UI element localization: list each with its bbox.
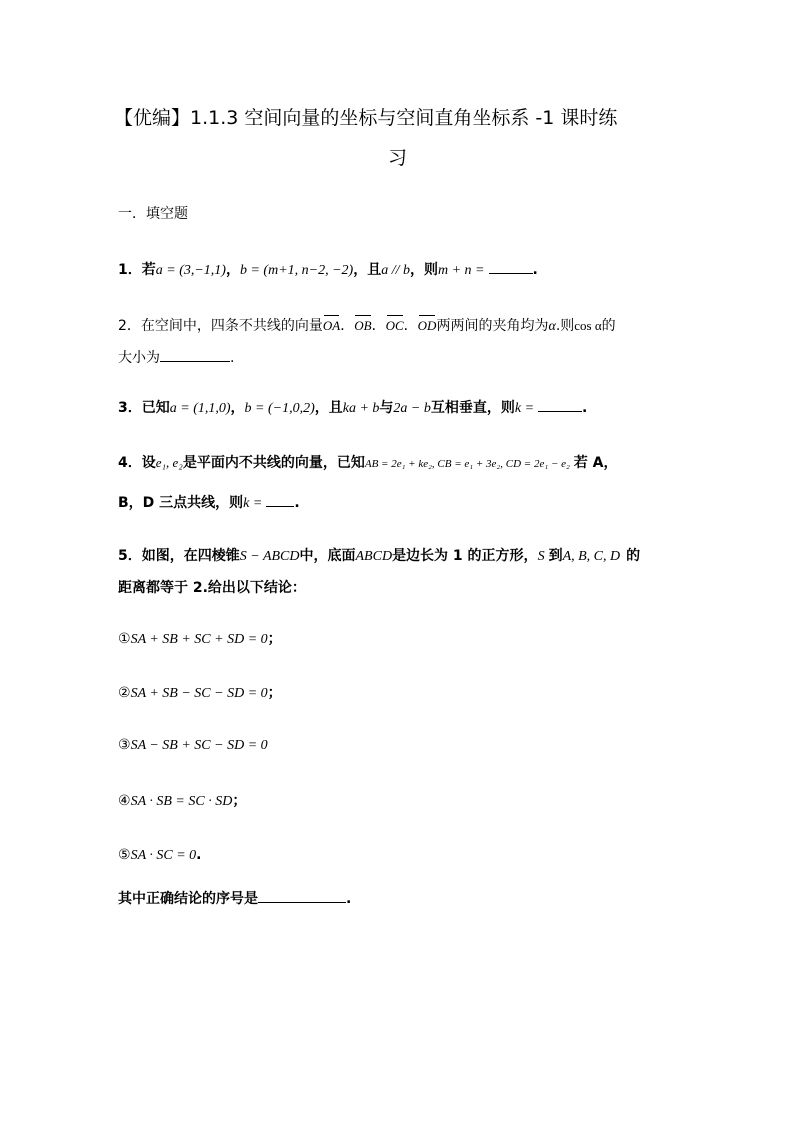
q5-answer-text: 其中正确结论的序号是 (118, 891, 258, 907)
conclusion-5-expr: SA · SC = 0 (130, 848, 197, 863)
conclusion-5-end: . (196, 847, 202, 863)
q2-answer-blank[interactable] (160, 360, 230, 362)
q2-vector-od: OD (417, 318, 437, 333)
q4-expressions: AB = 2e₁ + ke₂, CB = e₁ + 3e₂, CD = 2e₁ − e₂ (364, 458, 570, 470)
q2-dot: ． (403, 318, 418, 334)
conclusion-3-mark: ③ (118, 737, 131, 753)
q5-to: 到 (548, 548, 563, 564)
q1-then: ，则 (409, 262, 438, 278)
q1-number: 1．若 (118, 262, 156, 278)
q2-line2-text: 大小为 (118, 350, 160, 366)
q5-base: ABCD (355, 549, 393, 564)
conclusion-5 (118, 847, 201, 865)
page-title-continuation: 习 (388, 147, 408, 169)
q5-s: S (537, 549, 545, 564)
question-2-line2 (118, 350, 234, 367)
q1-sep: ， (225, 262, 240, 278)
q3-expr2: 2a − b (393, 401, 431, 416)
conclusion-3-expr: SA − SB + SC − SD = 0 (130, 738, 268, 753)
q4-end: . (294, 495, 300, 511)
q2-text: 2．在空间中，四条不共线的向量 (118, 318, 323, 334)
question-4-line2 (118, 495, 300, 513)
q4-e-pair: e₁, e₂ (155, 455, 183, 470)
q3-expr1: ka + b (342, 401, 380, 416)
q2-dot: ． (371, 318, 386, 334)
q5-points: A, B, C, D (562, 549, 621, 564)
q5-answer-blank[interactable] (258, 901, 346, 903)
q3-vector-b: b = (−1,0,2) (244, 401, 315, 416)
q2-mid: 两两间的夹角均为 (436, 318, 549, 334)
page-title: 【优编】1.1.3 空间向量的坐标与空间直角坐标系 -1 课时练 (114, 107, 618, 129)
q3-k: k = (514, 401, 535, 416)
q2-end: 的 (601, 318, 616, 334)
q5-mid1: 中，底面 (299, 548, 356, 564)
conclusion-5-mark: ⑤ (118, 847, 131, 863)
q4-if: 若 A， (573, 455, 618, 471)
q3-answer-blank[interactable] (538, 410, 582, 412)
q1-vector-b: b = (m+1, n−2, −2) (239, 263, 354, 278)
q5-mid2: 是边长为 1 的正方形， (392, 548, 538, 564)
conclusion-1-expr: SA + SB + SC + SD = 0 (130, 632, 268, 647)
conclusion-3 (118, 737, 268, 755)
conclusion-4-end: ； (232, 793, 247, 809)
q5-pyramid: S − ABCD (239, 549, 300, 564)
question-2-line1 (118, 318, 616, 336)
q4-answer-blank[interactable] (266, 505, 294, 507)
q1-end: . (532, 262, 538, 278)
q1-target: m + n = (437, 263, 485, 278)
q1-parallel: a // b (381, 263, 410, 278)
q3-sep: ， (230, 400, 245, 416)
conclusion-2 (118, 685, 282, 703)
conclusion-1 (118, 631, 282, 649)
conclusion-4-expr: SA · SB = SC · SD (130, 794, 233, 809)
q3-end: . (582, 400, 588, 416)
q4-number: 4．设 (118, 455, 156, 471)
section-heading: 一．填空题 (118, 206, 188, 222)
q5-answer-end: . (346, 891, 352, 907)
q3-sep2: ，且 (314, 400, 343, 416)
q3-vector-a: a = (1,1,0) (169, 401, 231, 416)
q2-vector-oa: OA (322, 318, 341, 333)
q5-end: 的 (626, 548, 641, 564)
q1-vector-a: a = (3,−1,1) (155, 263, 226, 278)
q2-vector-ob: OB (354, 318, 372, 333)
question-5-line2: 距离都等于 2.给出以下结论： (118, 580, 306, 596)
q3-number: 3．已知 (118, 400, 170, 416)
q2-vector-oc: OC (385, 318, 404, 333)
conclusion-1-mark: ① (118, 631, 131, 647)
conclusion-2-mark: ② (118, 685, 131, 701)
conclusion-4-mark: ④ (118, 793, 131, 809)
q5-text: 5．如图，在四棱锥 (118, 548, 240, 564)
conclusion-1-end: ； (267, 631, 282, 647)
q1-answer-blank[interactable] (489, 272, 533, 274)
q4-line2-text: B，D 三点共线，则 (118, 495, 244, 511)
q4-k: k = (243, 496, 263, 511)
q2-alpha: α (548, 319, 556, 334)
q2-line2-end: . (230, 350, 235, 366)
question-4-line1 (118, 455, 618, 472)
conclusion-2-expr: SA + SB − SC − SD = 0 (130, 686, 268, 701)
q2-dot: ． (340, 318, 355, 334)
conclusion-2-end: ； (267, 685, 282, 701)
question-3 (118, 400, 587, 418)
q5-answer-line (118, 891, 351, 908)
q2-then: .则 (555, 318, 575, 334)
q3-with: 与 (379, 400, 394, 416)
q3-perp: 互相垂直，则 (430, 400, 515, 416)
q4-mid: 是平面内不共线的向量，已知 (182, 455, 365, 471)
conclusion-4 (118, 793, 246, 811)
q2-cos: cos α (574, 318, 602, 333)
q1-sep2: ，且 (353, 262, 382, 278)
question-5-line1 (118, 548, 640, 566)
question-1 (118, 262, 538, 280)
